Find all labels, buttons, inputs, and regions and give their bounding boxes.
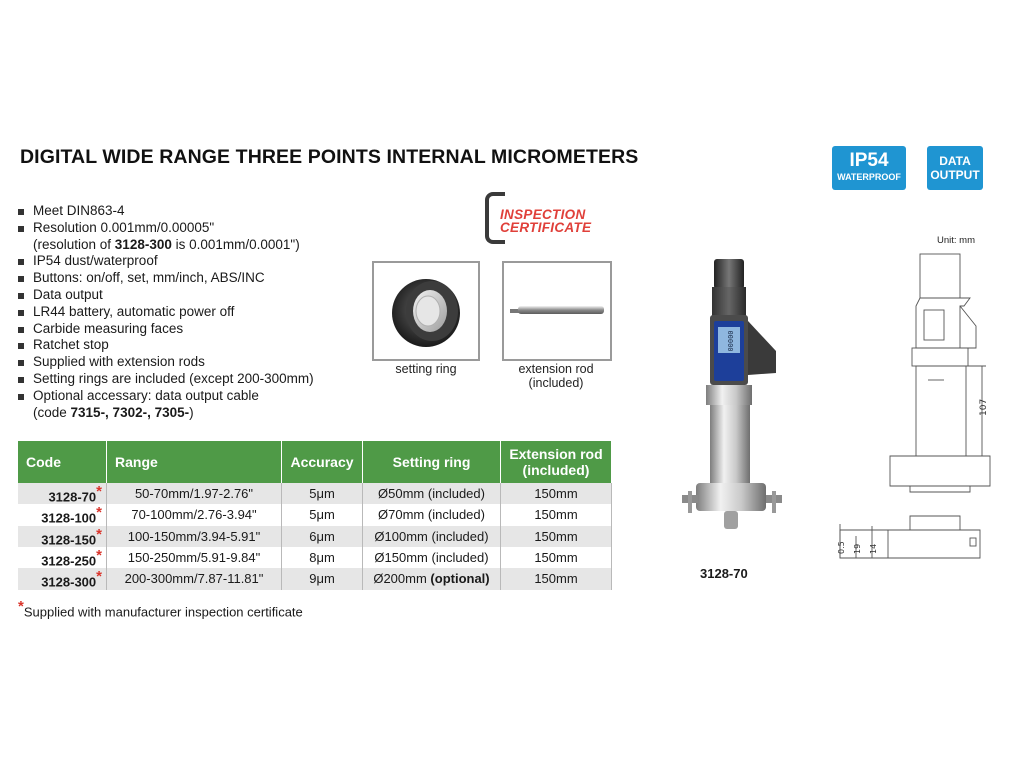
feature-item: [18, 321, 314, 338]
table-row: [18, 483, 612, 504]
page-title: DIGITAL WIDE RANGE THREE POINTS INTERNAL MICROMETERS: [20, 146, 639, 168]
product-code-label: 3128-70: [700, 566, 748, 581]
feature-text: LR44 battery, automatic power off: [33, 303, 235, 319]
header-range: Range: [107, 441, 282, 483]
feature-item: [18, 270, 314, 287]
header-extension-rod: [501, 441, 612, 483]
header-extension-rod-line1: Extension rod: [509, 446, 603, 462]
header-code: Code: [18, 441, 107, 483]
svg-text:00000: 00000: [727, 330, 735, 352]
feature-code: 7315-, 7302-, 7305-: [70, 404, 190, 420]
data-output-badge: [927, 146, 983, 190]
feature-text: (resolution of: [33, 236, 115, 252]
header-accuracy: Accuracy: [282, 441, 363, 483]
feature-text: Resolution 0.001mm/0.00005": [33, 219, 215, 235]
feature-item: [18, 220, 314, 237]
cell-extension-rod: 150mm: [501, 568, 612, 589]
extension-rod-caption: [500, 362, 612, 390]
cell-extension-rod: 150mm: [501, 526, 612, 547]
drawing-knob: [920, 254, 960, 298]
drawing-barrel: [916, 366, 966, 456]
feature-text: ): [189, 404, 194, 420]
cell-accuracy: 5μm: [282, 504, 363, 525]
table-row: [18, 547, 612, 568]
feature-text: Supplied with extension rods: [33, 354, 205, 370]
feature-item: [18, 253, 314, 270]
feature-text: Data output: [33, 286, 103, 302]
cell-code: 3128-100*: [18, 504, 107, 525]
data-output-badge-line2: OUTPUT: [930, 168, 980, 182]
feature-text: Ratchet stop: [33, 337, 109, 353]
footnote-text: Supplied with manufacturer inspection certificate: [23, 604, 303, 620]
unit-label: Unit: mm: [937, 235, 975, 246]
certificate-line1: INSPECTION: [500, 207, 586, 222]
feature-item: [18, 304, 314, 321]
feature-item: [18, 354, 314, 371]
cell-accuracy: 8μm: [282, 547, 363, 568]
feature-item: [18, 371, 314, 388]
setting-ring-caption: setting ring: [395, 362, 457, 376]
dimension-107-label: 107: [979, 398, 989, 416]
cell-extension-rod: 150mm: [501, 483, 612, 504]
table-row: [18, 568, 612, 589]
table-row: [18, 526, 612, 547]
extension-rod-caption-line2: (included): [528, 376, 584, 390]
data-output-badge-line1: DATA: [939, 154, 971, 168]
setting-ring-icon: [374, 263, 478, 359]
extension-rod-icon: [504, 263, 610, 359]
cell-extension-rod: 150mm: [501, 547, 612, 568]
feature-text: Optional accessary: data output cable: [33, 387, 259, 403]
cell-code: 3128-300*: [18, 568, 107, 589]
cell-extension-rod: 150mm: [501, 504, 612, 525]
table-header-row: [18, 441, 612, 483]
feature-item: [18, 337, 314, 354]
feature-text: is 0.001mm/0.0001"): [171, 236, 300, 252]
cell-setting-ring: Ø150mm (included): [363, 547, 501, 568]
feature-text: (code: [33, 404, 71, 420]
cell-setting-ring: Ø100mm (included): [363, 526, 501, 547]
feature-item: [18, 203, 314, 220]
dimension-14-label: 14: [869, 543, 878, 554]
cell-range: 70-100mm/2.76-3.94": [107, 504, 282, 525]
ip54-badge-main: IP54: [849, 150, 889, 171]
cell-setting-ring: Ø70mm (included): [363, 504, 501, 525]
extension-rod-image: [502, 261, 612, 361]
cell-accuracy: 5μm: [282, 483, 363, 504]
cell-code: 3128-250*: [18, 547, 107, 568]
footnote: [18, 598, 303, 619]
feature-text: IP54 dust/waterproof: [33, 253, 158, 269]
feature-text: Setting rings are included (except 200-300mm): [33, 370, 314, 386]
feature-item-continuation: [18, 237, 314, 254]
cell-code: 3128-150*: [18, 526, 107, 547]
ip54-badge-sub: WATERPROOF: [837, 172, 901, 182]
certificate-line2: CERTIFICATE: [500, 220, 592, 235]
feature-item-continuation: [18, 405, 314, 422]
cell-setting-ring: Ø50mm (included): [363, 483, 501, 504]
technical-drawing: [820, 240, 1010, 570]
cell-setting-ring: Ø200mm (optional): [363, 568, 501, 589]
extension-rod-caption-line1: extension rod: [518, 362, 594, 376]
feature-text: Meet DIN863-4: [33, 203, 125, 218]
cell-range: 100-150mm/3.94-5.91": [107, 526, 282, 547]
table-row: [18, 504, 612, 525]
cell-code: 3128-70*: [18, 483, 107, 504]
footnote-star: *: [18, 598, 24, 615]
feature-code: 3128-300: [114, 236, 172, 252]
feature-text: Carbide measuring faces: [33, 320, 184, 336]
micrometer-product-image: [676, 255, 786, 555]
specification-table: [18, 441, 612, 590]
ip54-badge: [832, 146, 906, 190]
header-extension-rod-line2: (included): [522, 462, 590, 478]
header-setting-ring: Setting ring: [363, 441, 501, 483]
cell-accuracy: 9μm: [282, 568, 363, 589]
dimension-19-label: 19: [853, 543, 862, 554]
feature-list: [18, 203, 314, 421]
cell-range: 150-250mm/5.91-9.84": [107, 547, 282, 568]
feature-item: [18, 388, 314, 405]
feature-text: Buttons: on/off, set, mm/inch, ABS/INC: [33, 270, 265, 286]
feature-item: [18, 287, 314, 304]
cell-range: 50-70mm/1.97-2.76": [107, 483, 282, 504]
dimension-0-5-label: 0.5: [837, 541, 846, 554]
inspection-certificate-logo: [485, 192, 615, 240]
cell-accuracy: 6μm: [282, 526, 363, 547]
cell-range: 200-300mm/7.87-11.81": [107, 568, 282, 589]
setting-ring-image: [372, 261, 480, 361]
